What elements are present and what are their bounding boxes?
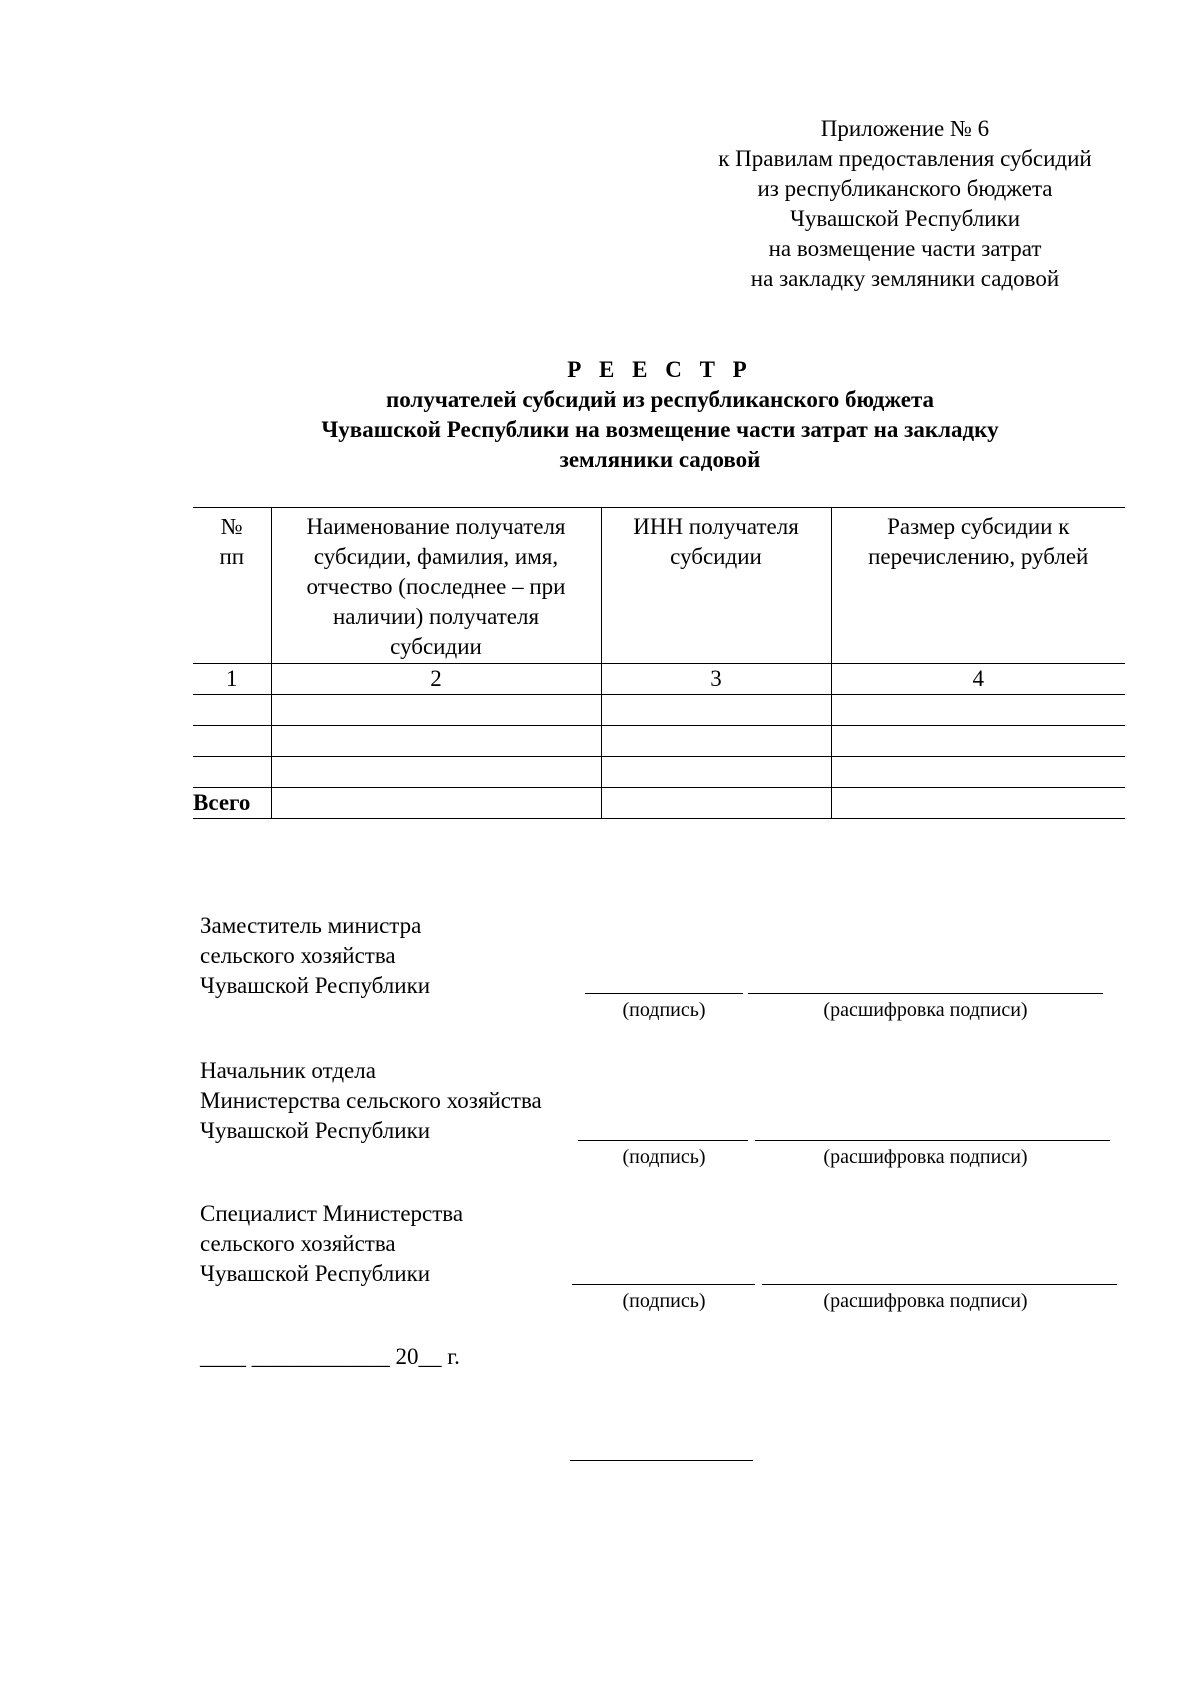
signature-decode-line[interactable] [762,1284,1117,1285]
table-cell[interactable] [271,726,601,757]
signer-line: Чувашской Республики [200,1261,431,1286]
signature-caption: (подпись) [622,999,706,1021]
table-cell[interactable] [193,695,271,726]
table-row [193,695,1125,726]
signer-line: Специалист Министерства [200,1201,464,1226]
column-number: 4 [831,664,1125,695]
signer-line: Чувашской Республики [200,973,431,998]
registry-table [193,507,1125,819]
appendix-line: Чувашской Республики [789,206,1021,231]
appendix-line: на закладку земляники садовой [750,266,1060,291]
header-cell-recipient-name: Наименование получателя субсидии, фамилия, имя, отчество (последнее – при наличии) получателя субсидии [271,508,601,664]
signer-line: сельского хозяйства [200,1231,396,1256]
title-line: получателей субсидий из республиканского бюджета [385,387,935,412]
signer-line: Чувашской Республики [200,1118,431,1143]
signature-caption: (подпись) [622,1290,706,1312]
signer-ministry-specialist [200,1199,463,1289]
signature-line[interactable] [578,1140,748,1141]
date-field[interactable]: ____ ____________ 20__ г. [200,1344,460,1369]
table-cell[interactable] [601,757,831,788]
title-line: земляники садовой [559,447,761,472]
appendix-line: к Правилам предоставления субсидий [718,146,1092,171]
table-total-row [193,788,1125,819]
column-number: 1 [193,664,271,695]
signature-line[interactable] [572,1284,755,1285]
title-line: Чувашской Республики на возмещение части затрат на закладку [321,417,999,442]
table-cell[interactable] [601,788,831,819]
appendix-line: на возмещение части затрат [768,236,1042,261]
end-of-document-rule [570,1460,753,1461]
column-number: 3 [601,664,831,695]
signature-decode-caption: (расшифровка подписи) [823,1146,1028,1168]
signature-decode-line[interactable] [755,1140,1110,1141]
table-cell[interactable] [831,726,1125,757]
signer-line: Министерства сельского хозяйства [200,1088,542,1113]
header-cell-subsidy-amount: Размер субсидии к перечислению, рублей [831,508,1125,664]
table-cell[interactable] [831,788,1125,819]
table-cell[interactable] [601,726,831,757]
appendix-block [600,114,1200,294]
signer-department-head [200,1056,542,1146]
signer-line: Заместитель министра [200,913,422,938]
table-header-row [193,508,1125,664]
table-row [193,726,1125,757]
table-row [193,757,1125,788]
total-label: Всего [193,788,271,819]
appendix-line: Приложение № 6 [820,116,990,141]
table-cell[interactable] [831,695,1125,726]
signature-caption: (подпись) [622,1146,706,1168]
table-cell[interactable] [193,757,271,788]
header-cell-inn: ИНН получателя субсидии [601,508,831,664]
signature-decode-caption: (расшифровка подписи) [823,999,1028,1021]
table-cell[interactable] [271,788,601,819]
table-column-number-row [193,664,1125,695]
appendix-line: из республиканского бюджета [757,176,1053,201]
table-cell[interactable] [601,695,831,726]
signer-line: сельского хозяйства [200,943,396,968]
title-heading: Р Е Е С Т Р [567,357,753,382]
signature-decode-line[interactable] [748,993,1103,994]
table-cell[interactable] [831,757,1125,788]
signature-line[interactable] [585,993,743,994]
signer-deputy-minister [200,911,430,1001]
table-cell[interactable] [193,726,271,757]
signer-line: Начальник отдела [200,1058,376,1083]
document-title [180,355,1140,475]
signature-decode-caption: (расшифровка подписи) [823,1290,1028,1312]
column-number: 2 [271,664,601,695]
table-cell[interactable] [271,695,601,726]
table-cell[interactable] [271,757,601,788]
header-cell-number: № пп [193,508,271,664]
